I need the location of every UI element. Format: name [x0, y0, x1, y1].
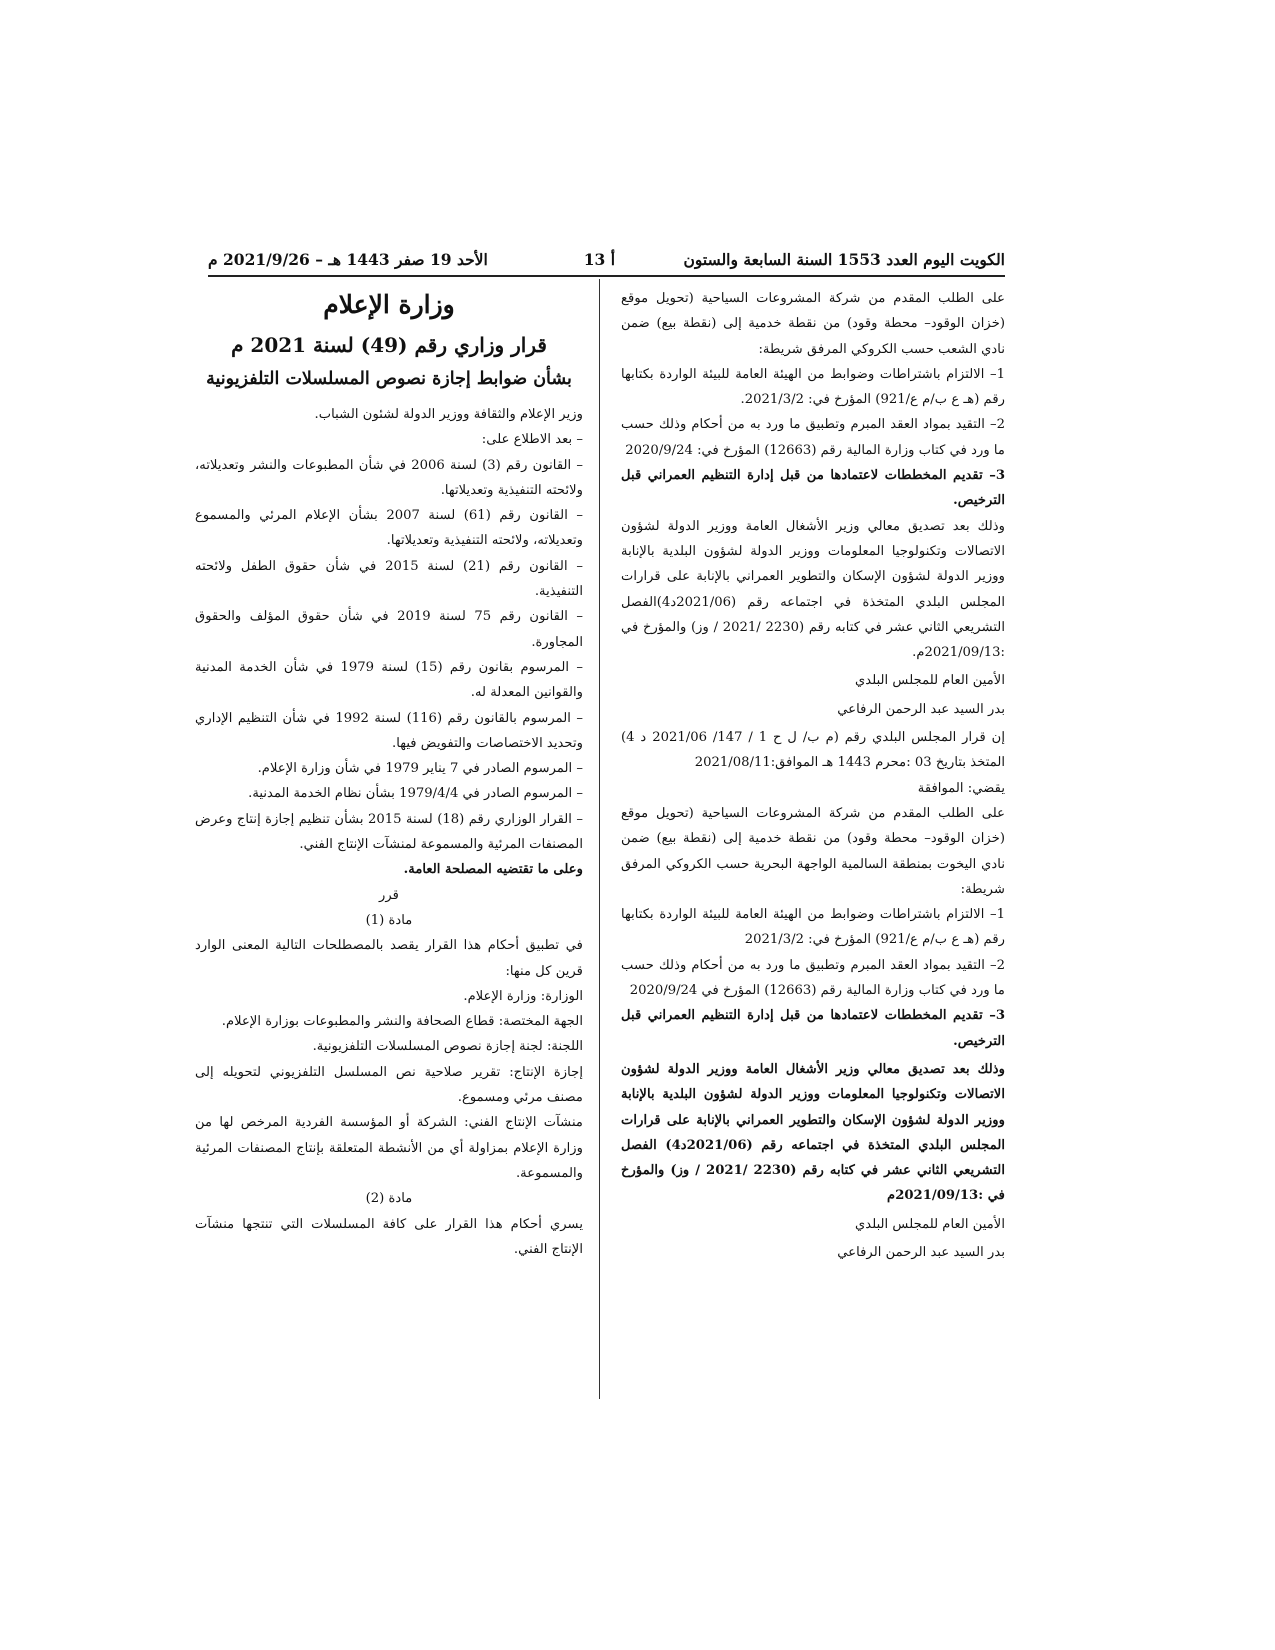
issue-date: الأحد 19 صفر 1443 هـ – 2021/9/26 م: [208, 250, 488, 269]
paragraph: 1– الالتزام باشتراطات وضوابط من الهيئة العامة للبيئة الواردة بكتابها رقم (هـ ع ب/م ع/921) المؤرخ في: 2021/3/2.: [621, 366, 1005, 408]
column-divider: [599, 279, 600, 1399]
paragraph: 3– تقديم المخططات لاعتمادها من قبل إدارة التنظيم العمراني قبل الترخيص.: [621, 468, 1005, 509]
paragraph: وذلك بعد تصديق معالي وزير الأشغال العامة ووزير الدولة لشؤون الاتصالات وتكنولوجيا المعلومات ووزير الدولة لشؤون البلدية بالإنابة ووزير الدولة لشؤون الإسكان والتطوير العمراني بالإنابة على قرارات المجلس البلدي المتخذة في اجتماعه رقم (2021/06د4) الفصل التشريعي الثاني عشر في كتابه رقم (2230 /2021 / وز) والمؤرخ في :2021/09/13م: [621, 1061, 1005, 1204]
paragraph: الجهة المختصة: قطاع الصحافة والنشر والمطبوعات بوزارة الإعلام.: [221, 1014, 583, 1030]
paragraph: 2– التقيد بمواد العقد المبرم وتطبيق ما ورد به من أحكام وذلك حسب ما ورد في كتاب وزارة المالية رقم (12663) المؤرخ في 2020/9/24: [621, 957, 1005, 999]
left-column: [195, 286, 583, 1262]
paragraph: 1– الالتزام باشتراطات وضوابط من الهيئة العامة للبيئة الواردة بكتابها رقم (هـ ع ب/م ع/921) المؤرخ في: 2021/3/2: [621, 907, 1005, 948]
signature-name: بدر السيد عبد الرحمن الرفاعي: [837, 701, 1005, 717]
paragraph: – المرسوم بقانون رقم (15) لسنة 1979 في شأن الخدمة المدنية والقوانين المعدلة له.: [195, 659, 583, 701]
paragraph: يسري أحكام هذا القرار على كافة المسلسلات التي تنتجها منشآت الإنتاج الفني.: [195, 1216, 583, 1257]
ministry-title: وزارة الإعلام: [323, 290, 455, 319]
paragraph: وزير الإعلام والثقافة ووزير الدولة لشئون الشباب.: [314, 407, 583, 422]
paragraph: على الطلب المقدم من شركة المشروعات السياحية (تحويل موقع (خزان الوقود– محطة وقود) من نقطة خدمية إلى (نقطة بيع) ضمن نادي الشعب حسب الكروكي المرفق شريطة:: [621, 291, 1005, 357]
paragraph: اللجنة: لجنة إجازة نصوص المسلسلات التلفزيونية.: [312, 1039, 583, 1055]
paragraph: على الطلب المقدم من شركة المشروعات السياحية (تحويل موقع (خزان الوقود– محطة وقود) من نقطة خدمية إلى (نقطة بيع) ضمن نادي اليخوت بمنطقة السالمية الواجهة البحرية حسب الكروكي المرفق شريطة:: [621, 805, 1005, 897]
gazette-issue: الكويت اليوم العدد 1553 السنة السابعة والستون: [683, 250, 1005, 269]
header-rule: [208, 275, 1005, 277]
decision-heading: قرر: [379, 887, 399, 903]
paragraph: – المرسوم بالقانون رقم (116) لسنة 1992 في شأن التنظيم الإداري وتحديد الاختصاصات والتفويض فيها.: [195, 710, 583, 751]
paragraph: إجازة الإنتاج: تقرير صلاحية نص المسلسل التلفزيوني لتحويله إلى مصنف مرئي ومسموع.: [195, 1064, 583, 1106]
paragraph: الوزارة: وزارة الإعلام.: [463, 988, 583, 1004]
article-heading: مادة (2): [365, 1191, 413, 1207]
decree-subject: بشأن ضوابط إجازة نصوص المسلسلات التلفزيونية: [206, 369, 572, 389]
paragraph: منشآت الإنتاج الفني: الشركة أو المؤسسة الفردية المرخص لها من وزارة الإعلام بمزاولة أي من الأنشطة المتعلقة بإنتاج المصنفات المرئية والمسموعة.: [195, 1115, 583, 1181]
signature-title: الأمين العام للمجلس البلدي: [854, 1216, 1005, 1232]
paragraph: – المرسوم الصادر في 7 يناير 1979 في شأن وزارة الإعلام.: [257, 761, 583, 777]
signature-name: بدر السيد عبد الرحمن الرفاعي: [837, 1244, 1005, 1260]
paragraph: – القانون رقم 75 لسنة 2019 في شأن حقوق المؤلف والحقوق المجاورة.: [195, 609, 583, 650]
paragraph: – المرسوم الصادر في 1979/4/4 بشأن نظام الخدمة المدنية.: [248, 786, 583, 802]
paragraph: – القانون رقم (21) لسنة 2015 في شأن حقوق الطفل ولائحته التنفيذية.: [195, 558, 583, 600]
paragraph: 3– تقديم المخططات لاعتمادها من قبل إدارة التنظيم العمراني قبل الترخيص.: [621, 1008, 1005, 1049]
paragraph: 2– التقيد بمواد العقد المبرم وتطبيق ما ورد به من أحكام وذلك حسب ما ورد في كتاب وزارة المالية رقم (12663) المؤرخ في: 2020/9/24: [621, 417, 1005, 458]
article-heading: مادة (1): [365, 912, 413, 928]
decree-title: قرار وزاري رقم (49) لسنة 2021 م: [231, 333, 547, 357]
paragraph: إن قرار المجلس البلدي رقم (م ب/ ل ح 1 / 147/ 2021/06 د 4) المتخذ بتاريخ 03 :محرم 1443 هـ الموافق:2021/08/11: [621, 730, 1005, 771]
paragraph: – القرار الوزاري رقم (18) لسنة 2015 بشأن تنظيم إجازة إنتاج وعرض المصنفات المرئية والمسموعة لمنشآت الإنتاج الفني.: [195, 811, 583, 853]
right-column: [621, 286, 1005, 1265]
paragraph: في تطبيق أحكام هذا القرار يقصد بالمصطلحات التالية المعنى الوارد قرين كل منها:: [195, 938, 583, 979]
paragraph: وذلك بعد تصديق معالي وزير الأشغال العامة ووزير الدولة لشؤون الاتصالات وتكنولوجيا المعلومات ووزير الدولة لشؤون البلدية بالإنابة ووزير الدولة لشؤون الإسكان والتطوير العمراني بالإنابة على قرارات المجلس البلدي المتخذة في اجتماعه رقم (2021/06د4)الفصل التشريعي الثاني عشر في كتابه رقم (2230 /2021 / وز) والمؤرخ في :2021/09/13م.: [621, 518, 1005, 661]
paragraph: – القانون رقم (3) لسنة 2006 في شأن المطبوعات والنشر وتعديلاته، ولائحته التنفيذية وتعديلاتها.: [195, 457, 583, 498]
page-number: أ 13: [583, 250, 615, 269]
signature-title: الأمين العام للمجلس البلدي: [854, 673, 1005, 689]
paragraph: – بعد الاطلاع على:: [481, 432, 583, 448]
paragraph: – القانون رقم (61) لسنة 2007 بشأن الإعلام المرئي والمسموع وتعديلاته، ولائحته التنفيذية وتعديلاتها.: [195, 508, 583, 549]
page-header: [208, 250, 1005, 276]
paragraph: وعلى ما تقتضيه المصلحة العامة.: [403, 862, 583, 878]
paragraph: يقضي: الموافقة: [917, 780, 1005, 796]
